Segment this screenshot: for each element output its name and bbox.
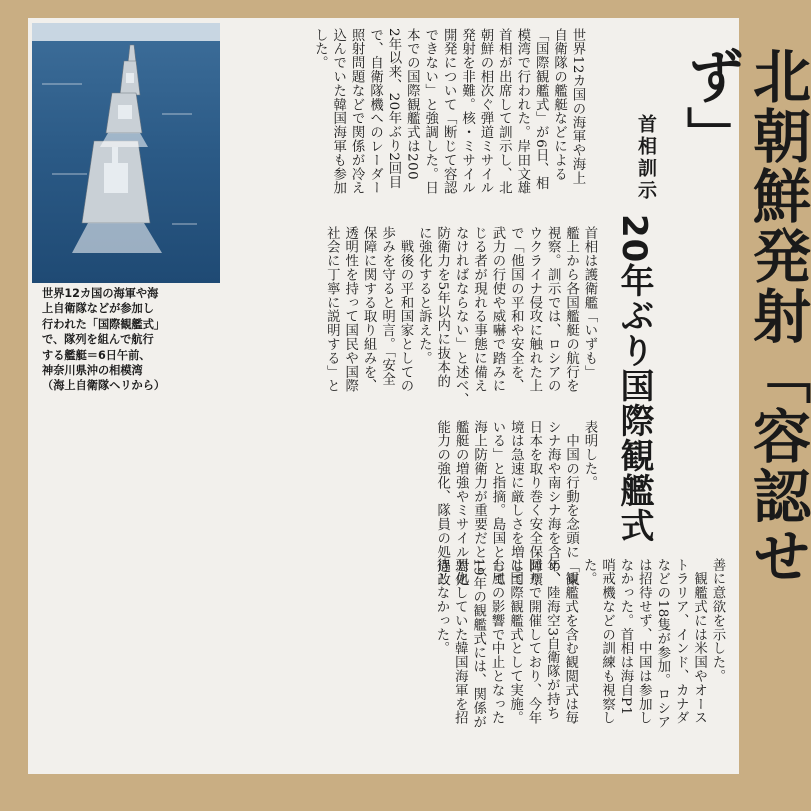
subheadline: 20年ぶり国際観艦式 — [614, 214, 654, 544]
newspaper-clipping — [28, 18, 811, 774]
caption-line: で、隊列を組んで航行 — [42, 333, 154, 347]
caption-line: 神奈川県沖の相模湾 — [42, 364, 143, 378]
photo-caption — [42, 286, 222, 393]
article-column-4: 善に意欲を示した。 観艦式には米国やオース トラリア、インド、カナダ などの18隻が参加。ロシア は招待せず、中国は参加し なかった。首相は海自P1 哨戒機などの訓練も視察し た。 観艦式を含む観閲式は毎 年、陸海空3自衛隊が持ち 回りで開催しており、今年 は国際観艦式として実施。 台風の影響で中止となった 19年の観艦式には、関係が 悪化していた韓国海軍を招 待しなかった。 — [433, 558, 725, 729]
article-column-2: 首相は護衛艦「いずも」 艦上から各国艦艇の航行を 視察。訓示では、ロシアの ウクライナ侵攻に触れた上 で「他国の平和や安全を、 武力の行使や威嚇で踏みに じる者が現れる事態に備え なければならない」と述べ、 防衛力を5年以内に抜本的 に強化すると訴えた。 戦後の平和国家としての 歩みを守ると明言。「安全 保障に関する取り組みを、 透明性を持って国民や国際 社会に丁寧に説明する」と — [324, 226, 597, 407]
caption-line: する艦艇＝6日午前、 — [42, 348, 151, 362]
article-column-1: 世界12カ国の海軍や海上 自衛隊の艦艇などによる 「国際観艦式」が6日、相 模湾で行われた。岸田文雄 首相が出席して訓示し、北 朝鮮の相次ぐ弾道ミサイル 発射を非難。核・ミサイル 開発について「断じて容認 できない」と強調した。日 本での国際観艦式は200 2年以来、20年ぶり2回目 で、自衛隊機へのレーダー 照射問題などで関係が冷え 込んでいた韓国海軍も参加 した。 — [312, 28, 585, 195]
headline: 北朝鮮発射「容認せず」 — [677, 46, 811, 586]
caption-line: 上自衛隊などが参加し — [42, 302, 154, 316]
article-column-3: 表明した。 中国の行動を念頭に「東 シナ海や南シナ海を含め、 日本を取り巻く安全保障環 境は急速に厳しさを増して いる」と指摘。島国として 海上防衛力が重要だとし、 艦艇の増強やミサイル対処 能力の強化、隊員の処遇改 — [434, 420, 597, 587]
caption-line: 世界12カ国の海軍や海 — [42, 287, 159, 300]
caption-line: 行われた「国際観艦式」 — [42, 317, 166, 331]
warship-photo — [32, 23, 220, 283]
kicker: 首相訓示 — [635, 114, 657, 202]
caption-line: （海上自衛隊ヘリから） — [42, 379, 166, 393]
